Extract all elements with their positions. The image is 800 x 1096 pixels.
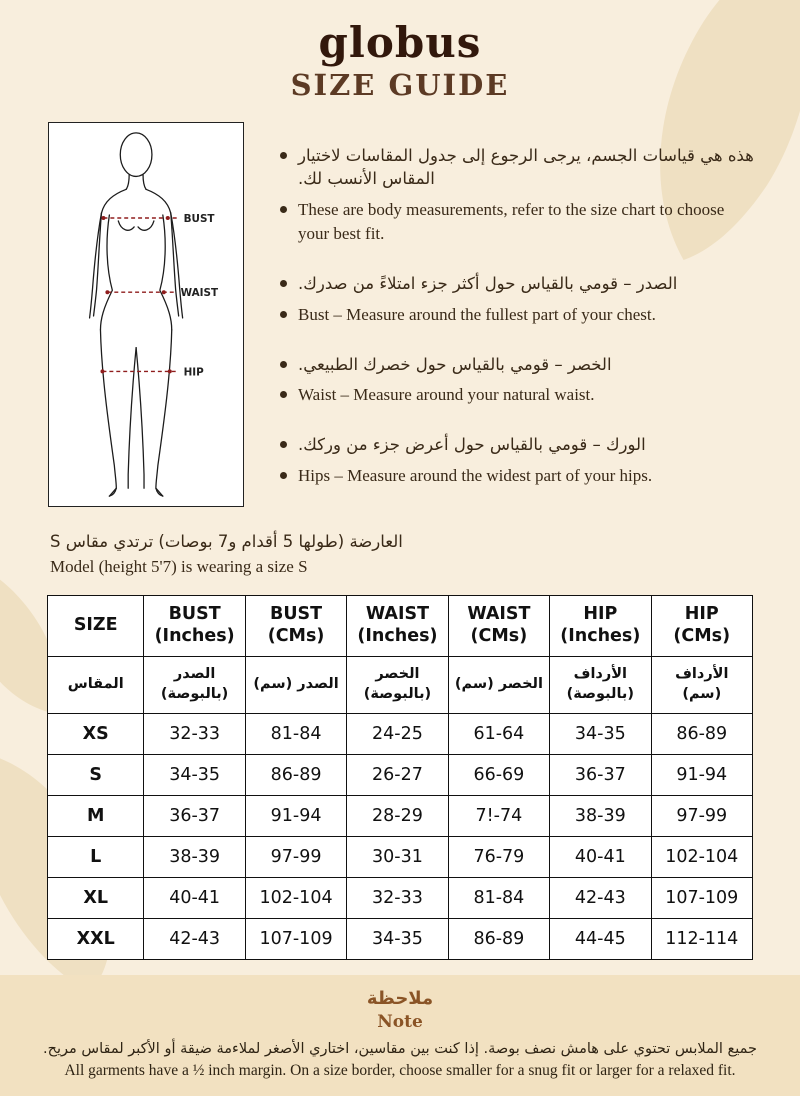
header-row-arabic xyxy=(48,656,753,713)
measurement-section xyxy=(48,122,758,514)
instruction-arabic: هذه هي قياسات الجسم، يرجى الرجوع إلى جدول المقاسات لاختيار المقاس الأنسب لك. xyxy=(298,146,754,189)
value-cell: 42-43 xyxy=(550,877,651,918)
value-cell: 86-89 xyxy=(651,713,752,754)
measurement-lines xyxy=(102,218,178,371)
value-cell: 91-94 xyxy=(245,795,346,836)
body-measurement-diagram xyxy=(48,122,244,507)
bullet-icon xyxy=(280,152,287,159)
list-item xyxy=(280,198,758,246)
footer-note xyxy=(0,975,800,1096)
value-cell: 81-84 xyxy=(448,877,549,918)
instruction-english: These are body measurements, refer to the size chart to choose your best fit. xyxy=(298,199,725,243)
value-cell: 26-27 xyxy=(347,754,448,795)
note-body-arabic: جميع الملابس تحتوي على هامش نصف بوصة. إذا كنت بين مقاسين، اختاري الأصغر لملاءمة ضيقة أو الأكبر لمقاس مريح. xyxy=(43,1041,757,1057)
body-figure-illustration xyxy=(49,123,243,506)
size-cell: XL xyxy=(48,877,144,918)
column-header-bust-in xyxy=(144,595,245,656)
column-header-hip-in xyxy=(550,595,651,656)
value-cell: 38-39 xyxy=(144,836,245,877)
column-header-arabic: الخصر (بالبوصة) xyxy=(347,656,448,713)
header-line1: SIZE xyxy=(73,615,118,636)
instruction-english: Waist – Measure around your natural waist. xyxy=(298,385,595,405)
instruction-group-bust xyxy=(280,272,758,327)
value-cell: 81-84 xyxy=(245,713,346,754)
note-heading-english: Note xyxy=(377,1012,423,1032)
column-header-arabic: الأرداف (سم) xyxy=(651,656,752,713)
note-heading-arabic: ملاحظة xyxy=(366,988,434,1009)
value-cell: 107-109 xyxy=(245,918,346,959)
value-cell: 32-33 xyxy=(144,713,245,754)
list-item xyxy=(280,144,758,191)
value-cell: 30-31 xyxy=(347,836,448,877)
header-line2: (Inches) xyxy=(560,625,641,646)
value-cell: 28-29 xyxy=(347,795,448,836)
model-note-english: Model (height 5'7) is wearing a size S xyxy=(50,557,308,577)
value-cell: 44-45 xyxy=(550,918,651,959)
instruction-arabic: الخصر – قومي بالقياس حول خصرك الطبيعي. xyxy=(298,354,612,374)
instruction-group-general xyxy=(280,144,758,246)
header-line1: WAIST xyxy=(467,604,531,625)
size-cell: S xyxy=(48,754,144,795)
header-line2: (Inches) xyxy=(357,625,438,646)
value-cell: 66-69 xyxy=(448,754,549,795)
list-item xyxy=(280,433,758,456)
list-item xyxy=(280,303,758,327)
size-cell: L xyxy=(48,836,144,877)
bust-label: BUST xyxy=(183,212,215,225)
size-cell: XXL xyxy=(48,918,144,959)
value-cell: 91-94 xyxy=(651,754,752,795)
value-cell: 40-41 xyxy=(144,877,245,918)
value-cell: 34-35 xyxy=(144,754,245,795)
value-cell: 34-35 xyxy=(347,918,448,959)
bullet-icon xyxy=(280,311,287,318)
column-header-hip-cm xyxy=(651,595,752,656)
hip-label: HIP xyxy=(183,366,204,379)
header-line2: (CMs) xyxy=(470,625,528,646)
waist-label: WAIST xyxy=(180,287,219,300)
value-cell: 97-99 xyxy=(651,795,752,836)
header-line2: (Inches) xyxy=(154,625,235,646)
instruction-group-hip xyxy=(280,433,758,488)
instruction-english: Hips – Measure around the widest part of your hips. xyxy=(298,465,653,485)
value-cell: 76-79 xyxy=(448,836,549,877)
header-line1: BUST xyxy=(269,604,323,625)
column-header-bust-cm xyxy=(245,595,346,656)
value-cell: 61-64 xyxy=(448,713,549,754)
bullet-icon xyxy=(280,472,287,479)
model-size-note xyxy=(50,530,752,580)
value-cell: 36-37 xyxy=(144,795,245,836)
instruction-arabic: الورك – قومي بالقياس حول أعرض جزء من وركك. xyxy=(298,435,646,455)
value-cell: 102-104 xyxy=(651,836,752,877)
brand-logo: globus xyxy=(318,18,482,67)
measurement-instructions xyxy=(280,122,758,514)
value-cell: 107-109 xyxy=(651,877,752,918)
list-item xyxy=(280,272,758,295)
table-row-s xyxy=(48,754,753,795)
note-body-english: All garments have a ½ inch margin. On a size border, choose smaller for a snug fit or larger for a relaxed fit. xyxy=(64,1062,736,1079)
value-cell: 36-37 xyxy=(550,754,651,795)
list-item xyxy=(280,353,758,376)
header-row-english xyxy=(48,595,753,656)
value-cell: 34-35 xyxy=(550,713,651,754)
table-row-m xyxy=(48,795,753,836)
value-cell: 86-89 xyxy=(245,754,346,795)
list-item xyxy=(280,383,758,407)
header-line2: (CMs) xyxy=(267,625,325,646)
value-cell: 24-25 xyxy=(347,713,448,754)
column-header-arabic: المقاس xyxy=(48,656,144,713)
column-header-arabic: الصدر (سم) xyxy=(245,656,346,713)
model-note-arabic: العارضة (طولها 5 أقدام و7 بوصات) ترتدي مقاس S xyxy=(50,531,403,551)
value-cell: 7!-74 xyxy=(448,795,549,836)
page-header xyxy=(0,0,800,102)
column-header-arabic: الخصر (سم) xyxy=(448,656,549,713)
header-line1: HIP xyxy=(684,604,719,625)
value-cell: 102-104 xyxy=(245,877,346,918)
column-header-size xyxy=(48,595,144,656)
header-line1: WAIST xyxy=(365,604,430,625)
table-row-xl xyxy=(48,877,753,918)
list-item xyxy=(280,464,758,488)
column-header-waist-in xyxy=(347,595,448,656)
column-header-waist-cm xyxy=(448,595,549,656)
column-header-arabic: الصدر (بالبوصة) xyxy=(144,656,245,713)
value-cell: 32-33 xyxy=(347,877,448,918)
size-chart-table xyxy=(47,595,753,960)
bullet-icon xyxy=(280,206,287,213)
value-cell: 42-43 xyxy=(144,918,245,959)
header-line2: (CMs) xyxy=(673,625,731,646)
instruction-arabic: الصدر – قومي بالقياس حول أكثر جزء امتلاءً من صدرك. xyxy=(298,274,678,294)
table-row-l xyxy=(48,836,753,877)
page-title: SIZE GUIDE xyxy=(290,68,510,102)
bullet-icon xyxy=(280,361,287,368)
bullet-icon xyxy=(280,280,287,287)
header-line1: HIP xyxy=(583,604,618,625)
bullet-icon xyxy=(280,441,287,448)
value-cell: 40-41 xyxy=(550,836,651,877)
table-row-xxl xyxy=(48,918,753,959)
instruction-english: Bust – Measure around the fullest part of your chest. xyxy=(298,304,656,324)
size-cell: XS xyxy=(48,713,144,754)
instruction-group-waist xyxy=(280,353,758,408)
column-header-arabic: الأرداف (بالبوصة) xyxy=(550,656,651,713)
size-cell: M xyxy=(48,795,144,836)
bullet-icon xyxy=(280,391,287,398)
value-cell: 97-99 xyxy=(245,836,346,877)
value-cell: 38-39 xyxy=(550,795,651,836)
header-line1: BUST xyxy=(168,604,221,625)
table-row-xs xyxy=(48,713,753,754)
value-cell: 112-114 xyxy=(651,918,752,959)
value-cell: 86-89 xyxy=(448,918,549,959)
